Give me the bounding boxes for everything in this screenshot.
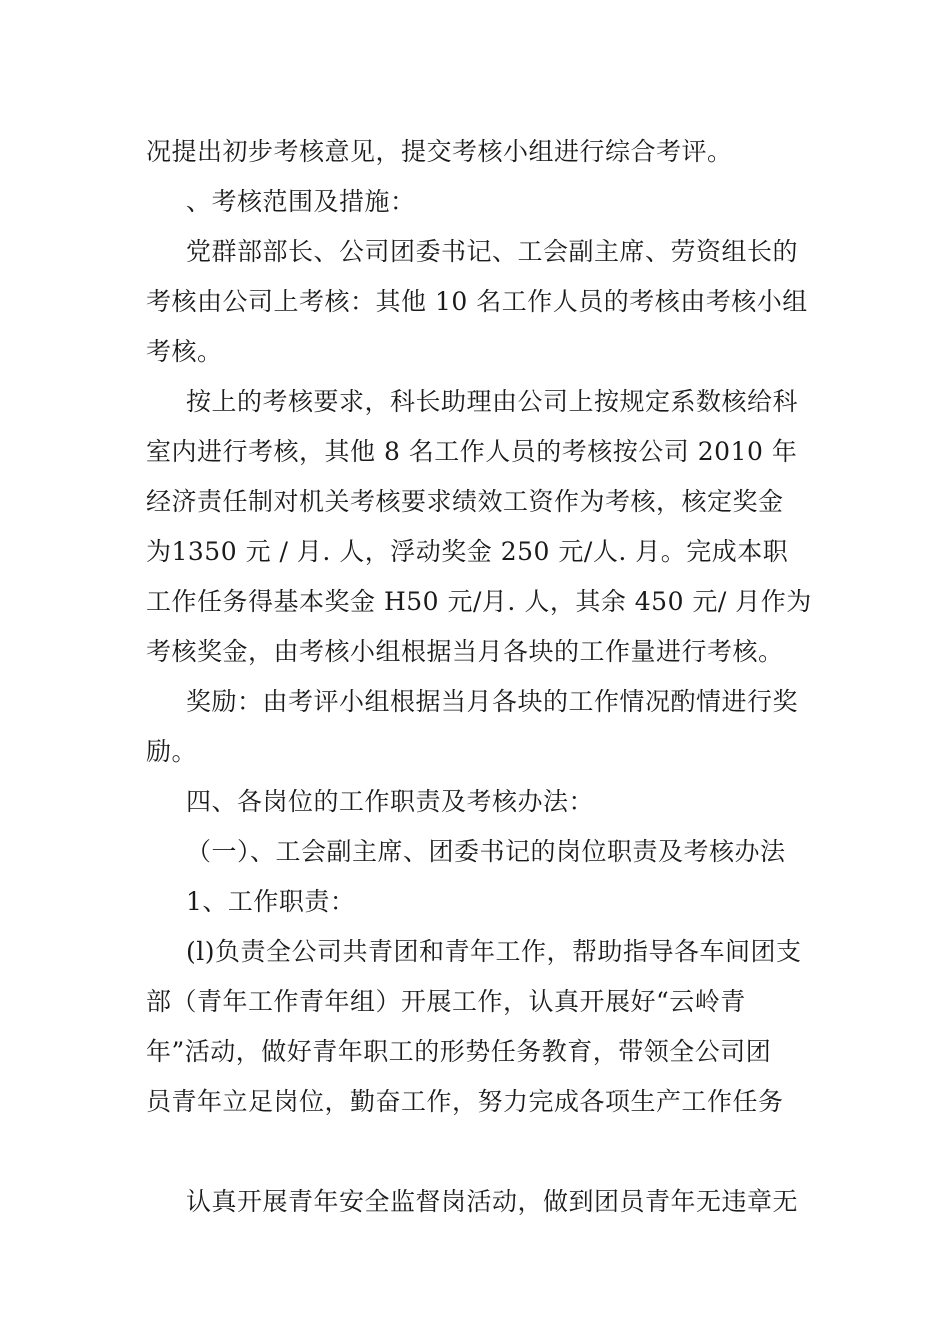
text-line: 员青年立足岗位，勤奋工作，努力完成各项生产工作任务	[146, 1087, 784, 1116]
text-line: 室内进行考核，其他 8 名工作人员的考核按公司 2010 年	[146, 437, 798, 466]
section-heading: 四、各岗位的工作职责及考核办法：	[186, 787, 595, 816]
text-line: 考核奖金，由考核小组根据当月各块的工作量进行考核。	[146, 637, 784, 666]
text-line: 年”活动，做好青年职工的形势任务教育，带领全公司团	[146, 1037, 772, 1066]
text-line: 党群部部长、公司团委书记、工会副主席、劳资组长的	[186, 237, 799, 266]
text-line: 部（青年工作青年组）开展工作，认真开展好“云岭青	[146, 987, 746, 1016]
text-line: 经济责任制对机关考核要求绩效工资作为考核，核定奖金	[146, 487, 784, 516]
text-line: 为1350 元 / 月. 人，浮动奖金 250 元/人. 月。完成本职	[146, 537, 789, 566]
subsection-heading: （一）、工会副主席、团委书记的岗位职责及考核办法	[186, 837, 786, 866]
text-line: 考核。	[146, 337, 223, 366]
text-line: 励。	[146, 737, 198, 766]
section-heading: 、考核范围及措施：	[186, 187, 416, 216]
text-line: 考核由公司上考核：其他 10 名工作人员的考核由考核小组	[146, 287, 808, 316]
subsection-heading: 1、工作职责：	[186, 887, 356, 916]
text-line: 按上的考核要求，科长助理由公司上按规定系数核给科	[186, 387, 799, 416]
text-line: 奖励：由考评小组根据当月各块的工作情况酌情进行奖	[186, 687, 799, 716]
text-line: 工作任务得基本奖金 H50 元/月. 人，其余 450 元/ 月作为	[146, 587, 812, 616]
text-line: (l)负责全公司共青团和青年工作，帮助指导各车间团支	[186, 937, 802, 966]
text-line: 认真开展青年安全监督岗活动，做到团员青年无违章无	[186, 1187, 799, 1216]
text-line: 况提出初步考核意见，提交考核小组进行综合考评。	[146, 137, 733, 166]
